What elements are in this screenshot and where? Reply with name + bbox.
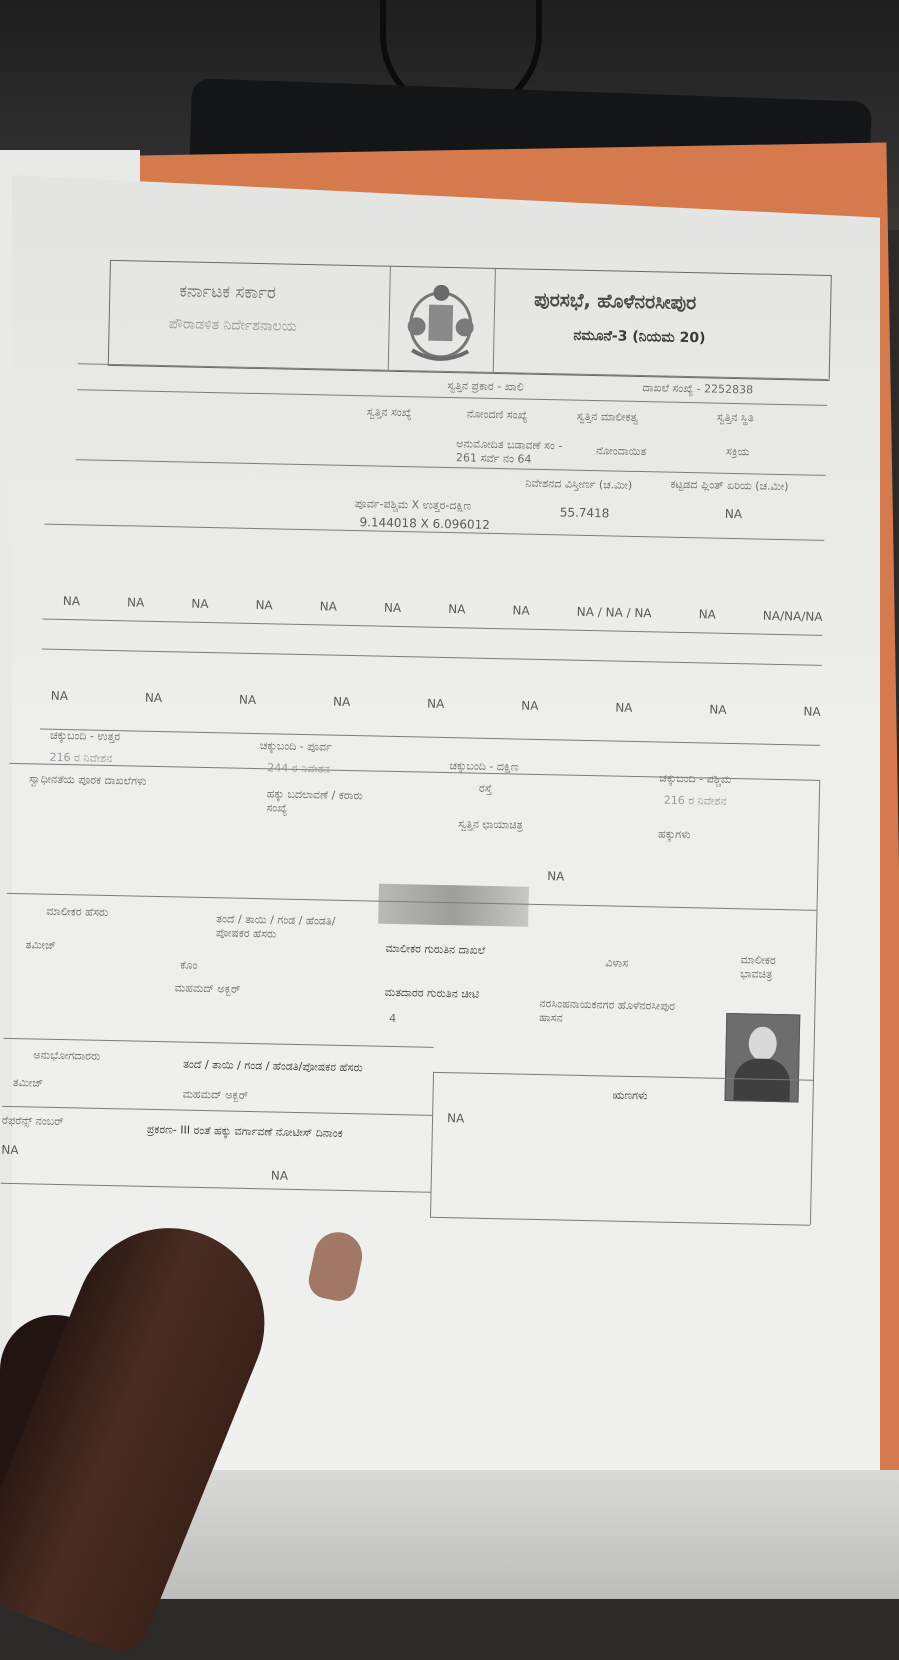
boundary-north-label: ಚಕ್ಕುಬಂದಿ - ಉತ್ತರ: [49, 728, 121, 744]
property-number-label: ಸ್ವತ್ತಿನ ಸಂಖ್ಯೆ: [366, 405, 412, 420]
boundary-east-label: ಚಕ್ಕುಬಂದಿ - ಪೂರ್ವ: [259, 739, 332, 754]
right-title: ಪುರಸಭೆ, ಹೊಳೆನರಸೀಪುರ: [534, 288, 697, 315]
dimensions-label: ಪೂರ್ವ-ಪಶ್ಚಿಮ X ಉತ್ತರ-ದಕ್ಷಿಣ: [354, 497, 472, 513]
documents-title: ಸ್ವಾಧೀನತೆಯ ಪೂರಕ ದಾಖಲೆಗಳು: [28, 772, 147, 788]
building-values-row: NA NA NA NA NA NA NA NA NA / NA / NA NA NA/NA/NA: [62, 593, 823, 624]
registration-number-label: ನೋಂದಣಿ ಸಂಖ್ಯೆ: [466, 407, 528, 422]
boundary-north-value: 216 ರ ನಿವೇಶನ: [49, 750, 113, 766]
owner-father-label: ತಂದೆ / ತಾಯಿ / ಗಂಡ / ಹೆಂಡತಿ/ಪೋಷಕರ ಹೆಸರು: [215, 912, 336, 941]
encumbrance-value: NA: [446, 1111, 465, 1126]
reference-number-value: NA: [1, 1142, 19, 1158]
owner-name-label: ಮಾಲೀಕರ ಹೆಸರು: [46, 904, 109, 919]
owner-id-label: ಮಾಲೀಕರ ಗುರುತಿನ ದಾಖಲೆ: [385, 941, 486, 957]
rights-label: ಹಕ್ಕುಗಳು: [657, 827, 691, 842]
occupant-father-value: ಮಹಮದ್ ಅಕ್ಬರ್: [182, 1087, 249, 1102]
voter-id-label: ಮತದಾರರ ಗುರುತಿನ ಚೀಟಿ: [384, 985, 480, 1001]
owner-photo-label: ಮಾಲೀಕರ ಭಾವಚಿತ್ರ: [740, 953, 776, 981]
boundary-west-value: 216 ರ ನಿವೇಶನ: [663, 793, 727, 808]
reference-number-label: ರೆಫರೆನ್ಸ್ ನಂಬರ್: [1, 1113, 64, 1129]
documents-value: NA: [547, 869, 565, 884]
encumbrance-label: ಋಣಗಳು: [612, 1088, 648, 1103]
property-type: ಸ್ವತ್ತಿನ ಪ್ರಕಾರ - ಖಾಲಿ: [447, 378, 524, 394]
boundary-south-value: ರಸ್ತೆ: [478, 781, 493, 796]
property-photo: [378, 884, 529, 927]
form-number: ನಮೂನೆ-3 (ನಿಯಮ 20): [573, 327, 706, 347]
notice-date-value: NA: [270, 1168, 289, 1183]
active-value: ಸಕ್ರಿಯ: [725, 444, 750, 459]
boundary-south-label: ಚಕ್ಕುಬಂದಿ - ದಕ್ಷಿಣ: [449, 759, 519, 774]
owner-father-value: ಮಹಮದ್ ಅಕ್ಬರ್: [174, 981, 241, 996]
boundary-east-value: 244 ರ ನಿವೇಶನ: [267, 761, 331, 776]
floor-values-row: NA NA NA NA NA NA NA NA NA: [50, 688, 821, 719]
site-area-value: 55.7418: [559, 505, 610, 521]
status-label: ಸ್ವತ್ತಿನ ಸ್ಥಿತಿ: [716, 410, 754, 425]
property-photo-label: ಸ್ವತ್ತಿನ ಛಾಯಾಚಿತ್ರ: [458, 817, 523, 832]
builtup-area-label: ಕಟ್ಟಡದ ಪ್ಲಿಂತ್ ಏರಿಯ (ಚ.ಮೀ): [670, 477, 789, 494]
boundary-west-label: ಚಕ್ಕುಬಂದಿ - ಪಶ್ಚಿಮ: [659, 771, 732, 787]
site-layout: ಅನುಮೋದಿತ ಬಡಾವಣೆ ಸಂ - 261 ಸರ್ವೆ ನಂ 64: [455, 437, 563, 466]
state-emblem-icon: [398, 276, 484, 366]
registered-value: ನೋಂದಾಯಿತ: [595, 444, 647, 459]
left-title: ಕರ್ನಾಟಕ ಸರ್ಕಾರ: [179, 281, 277, 304]
ownership-label: ಸ್ವತ್ತಿನ ಮಾಲೀಕತ್ವ: [576, 409, 639, 424]
owner-name-value: ತಮೀಜ್: [25, 938, 57, 952]
left-subtitle: ಪೌರಾಡಳಿತ ನಿರ್ದೇಶನಾಲಯ: [168, 316, 297, 335]
occupant-father-label: ತಂದೆ / ತಾಯಿ / ಗಂಡ / ಹೆಂಡತಿ/ಪೋಷಕರ ಹೆಸರು: [183, 1057, 363, 1075]
deed-number-label: ಹಕ್ಕು ಬದಲಾವಣೆ / ಕರಾರು ಸಂಖ್ಯೆ: [266, 787, 363, 815]
application-number: ದಾಖಲೆ ಸಂಖ್ಯೆ - 2252838: [642, 381, 754, 397]
owner-address-label: ವಿಳಾಸ: [605, 956, 629, 970]
builtup-area-value: NA: [724, 506, 743, 522]
property-form: [0, 258, 830, 1225]
site-area-label: ನಿವೇಶನದ ವಿಸ್ತೀರ್ಣ (ಚ.ಮೀ): [525, 476, 633, 492]
owner-relation-value: ಕೊಂ: [180, 958, 198, 972]
owner-number-value: 4: [389, 1011, 397, 1026]
notice-date-label: ಪ್ರಕರಣ- III ರಂತೆ ಹಕ್ಕು ವರ್ಗಾವಣೆ ನೋಟೀಸ್ ದಿನಾಂಕ: [146, 1122, 343, 1140]
owner-address-value: ನರಸಿಂಹನಾಯಕನಗರ ಹೊಳೆನರಸೀಪುರ ಹಾಸನ: [539, 997, 676, 1025]
owner-photo: [725, 1013, 801, 1103]
occupant-name-value: ತಮೀಜ್: [12, 1076, 44, 1090]
dimensions-value: 9.144018 X 6.096012: [359, 515, 491, 532]
occupant-label: ಅನುಭೋಗದಾರರು: [33, 1048, 101, 1063]
